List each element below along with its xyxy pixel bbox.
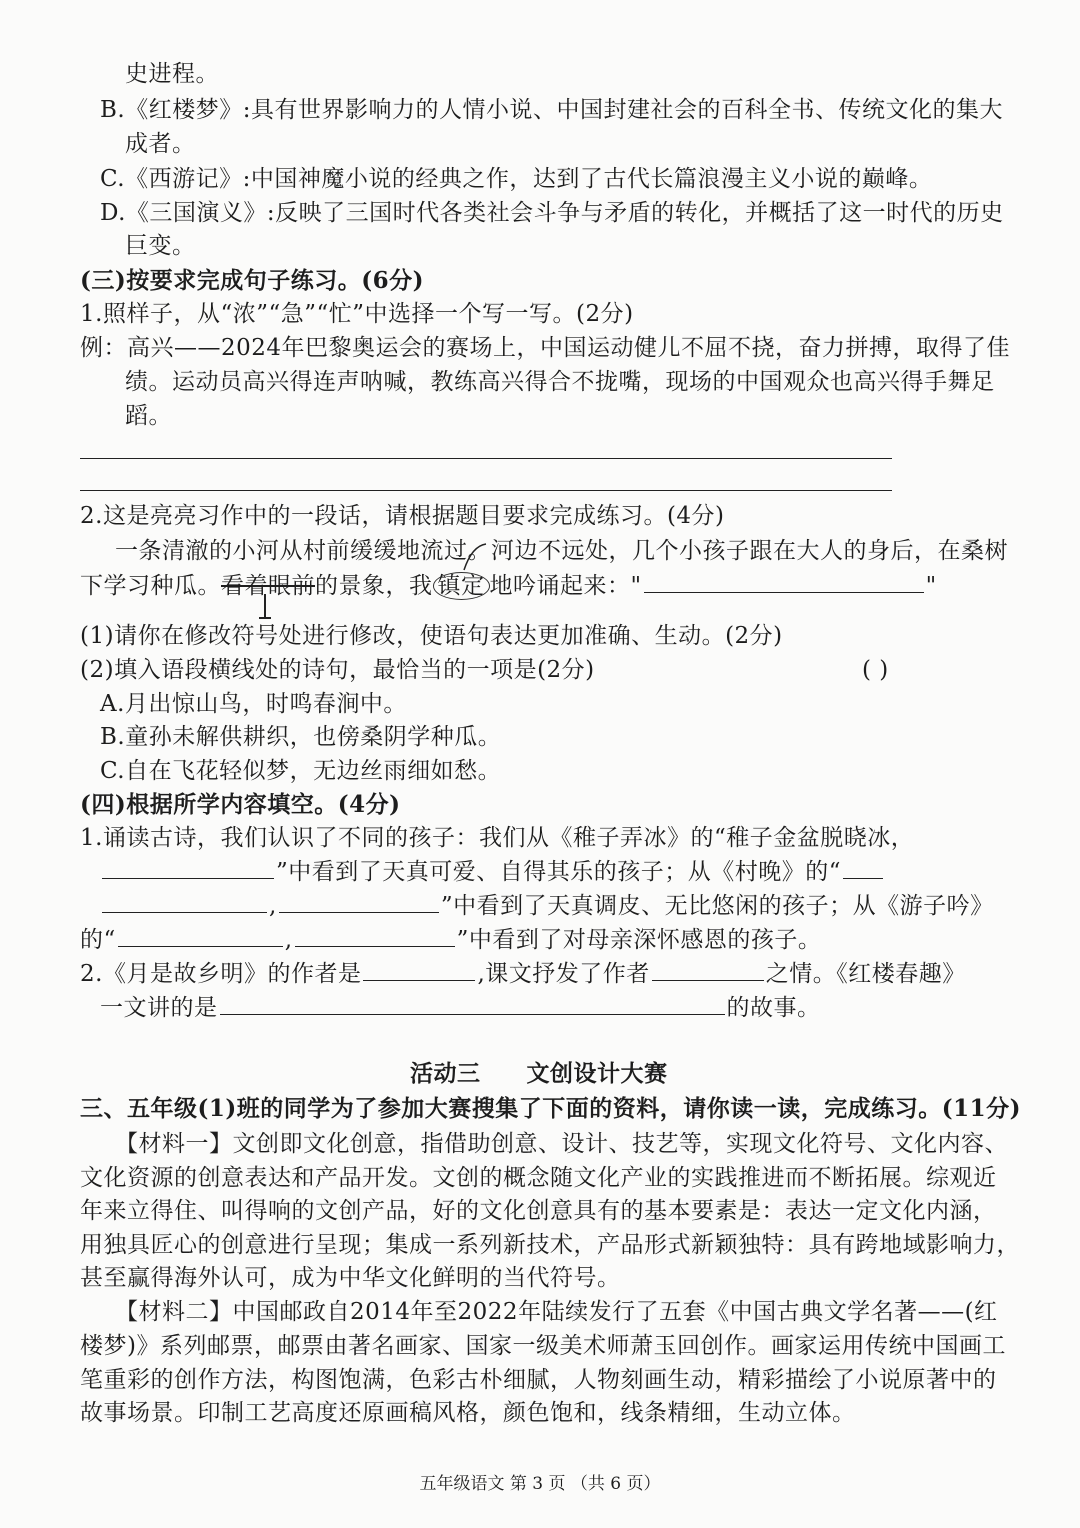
choice-b: B.童孙未解供耕织，也傍桑阴学种瓜。 [100,724,502,750]
activity-name: 文创设计大赛 [526,1060,668,1087]
q2-line2-prefix: 一文讲的是 [100,995,218,1021]
passage-text-b: 的景象，我 [315,573,433,599]
q2-line2-suffix: 的故事。 [726,995,821,1021]
material1-line4: 用独具匠心的创意进行呈现；集成一系列新技术，产品形式新颖独特：具有跨地域影响力， [80,1232,1020,1258]
part4-q1-line3 [100,890,994,922]
part4-q2-line1 [80,958,966,990]
fill-blank-3[interactable] [102,890,267,913]
insert-mark-icon [255,592,280,622]
material2-line1: 【材料二】中国邮政自2014年至2022年陆续发行了五套《中国古典文学名著——(红 [115,1299,998,1325]
comma-2: , [284,927,293,953]
q2-text-a: 2.《月是故乡明》的作者是 [80,961,362,987]
material2-line2: 楼梦)》系列邮票，邮票由著名画家、国家一级美术师萧玉回创作。画家运用传统中国画工 [80,1333,1006,1359]
part4-heading: (四)根据所学内容填空。(4分) [80,791,401,818]
page-footer: 五年级语文 第 3 页 （共 6 页） [419,1474,661,1494]
example-line3: 蹈。 [125,403,172,429]
example-line1: 例：高兴——2024年巴黎奥运会的赛场上，中国运动健儿不屈不挠，奋力拼搏，取得了佳 [80,335,1011,361]
part4-q1-line2 [100,856,885,888]
material1-line1: 【材料一】文创即文化创意，指借助创意、设计、技艺等，实现文化符号、文化内容、 [115,1131,1008,1157]
q1-line3-text: ”中看到了天真调皮、无比悠闲的孩子；从《游子吟》 [440,893,994,919]
fill-blank-1[interactable] [102,856,274,879]
q1-line4-text: ”中看到了对母亲深怀感恩的孩子。 [456,927,822,953]
part3-q2: 2.这是亮亮习作中的一段话，请根据题目要求完成练习。(4分) [80,503,725,529]
part3-sub1: (1)请你在修改符号处进行修改，使语句表达更加准确、生动。(2分) [80,623,783,649]
passage-text-a: 下学习种瓜。 [80,573,221,599]
material2-line3: 笔重彩的创作方法，构图饱满，色彩古朴细腻，人物刻画生动，精彩描绘了小说原著中的 [80,1367,997,1393]
choice-c: C.自在飞花轻似梦，无边丝雨细如愁。 [100,758,502,784]
choice-a: A.月出惊山鸟，时鸣春涧中。 [100,691,407,717]
circled-word: 镇定 [433,572,490,600]
part3-heading: (三)按要求完成句子练习。(6分) [80,267,425,294]
passage-text-end: " [925,573,937,599]
option-a-tail: 史进程。 [125,61,219,87]
option-b-line2: 成者。 [125,131,196,157]
q1-line4-prefix: 的“ [80,927,116,953]
emotion-blank[interactable] [652,958,764,981]
answer-line-2[interactable] [80,490,892,491]
fill-blank-5[interactable] [118,924,283,947]
answer-line-1[interactable] [80,458,892,459]
q2-text-b: ,课文抒发了作者 [477,961,650,987]
option-b-line1: B.《红楼梦》:具有世界影响力的人情小说、中国封建社会的百科全书、传统文化的集大 [100,97,1003,123]
passage-line2 [80,570,937,602]
part3-sub2: (2)填入语段横线处的诗句，最恰当的一项是(2分) [80,657,595,683]
q1-line2-text: ”中看到了天真可爱、自得其乐的孩子；从《村晚》的“ [276,859,842,885]
section3-heading: 三、五年级(1)班的同学为了参加大赛搜集了下面的资料，请你读一读，完成练习。(11分) [80,1095,1022,1122]
material2-line4: 故事场景。印制工艺高度还原画稿风格，颜色饱和，线条精细，生动立体。 [80,1400,856,1426]
part4-q1-line1: 1.诵读古诗，我们认识了不同的孩子：我们从《稚子弄冰》的“稚子金盆脱晓冰， [80,825,915,851]
passage-text-c: 地吟诵起来：" [489,573,642,599]
material1-line2: 文化资源的创意表达和产品开发。文创的概念随文化产业的实践推进而不断拓展。综观近 [80,1165,997,1191]
example-line2: 绩。运动员高兴得连声呐喊，教练高兴得合不拢嘴，现场的中国观众也高兴得手舞足 [125,369,995,395]
option-d-line1: D.《三国演义》:反映了三国时代各类社会斗争与矛盾的转化，并概括了这一时代的历史 [100,200,1004,226]
part4-q1-line4 [80,924,821,956]
fill-blank-6[interactable] [295,924,455,947]
fill-blank-2[interactable] [843,856,883,879]
fill-blank-4[interactable] [279,890,439,913]
story-blank[interactable] [220,992,725,1015]
author-blank[interactable] [363,958,475,981]
activity-title [410,1058,668,1090]
passage-line1: 一条清澈的小河从村前缓缓地流过。河边不远处，几个小孩子跟在大人的身后，在桑树 [115,538,1008,564]
part3-q1: 1.照样子，从“浓”“急”“忙”中选择一个写一写。(2分) [80,301,634,327]
activity-label: 活动三 [410,1060,481,1087]
q2-text-c: 之情。《红楼春趣》 [765,961,966,987]
material1-line5: 甚至赢得海外认可，成为中华文化鲜明的当代符号。 [80,1265,621,1291]
option-c-line: C.《西游记》:中国神魔小说的经典之作，达到了古代长篇浪漫主义小说的巅峰。 [100,166,933,192]
answer-paren[interactable]: ( ) [862,657,889,683]
comma-1: , [269,893,277,919]
caret-mark-icon [460,542,490,574]
option-d-line2: 巨变。 [125,233,196,259]
strikethrough-text: 看着眼前 [221,573,315,599]
part4-q2-line2 [100,992,821,1024]
material1-line3: 年来立得住、叫得响的文创产品，好的文化创意具有的基本要素是：表达一定文化内涵， [80,1198,997,1224]
poem-blank[interactable] [644,570,924,593]
